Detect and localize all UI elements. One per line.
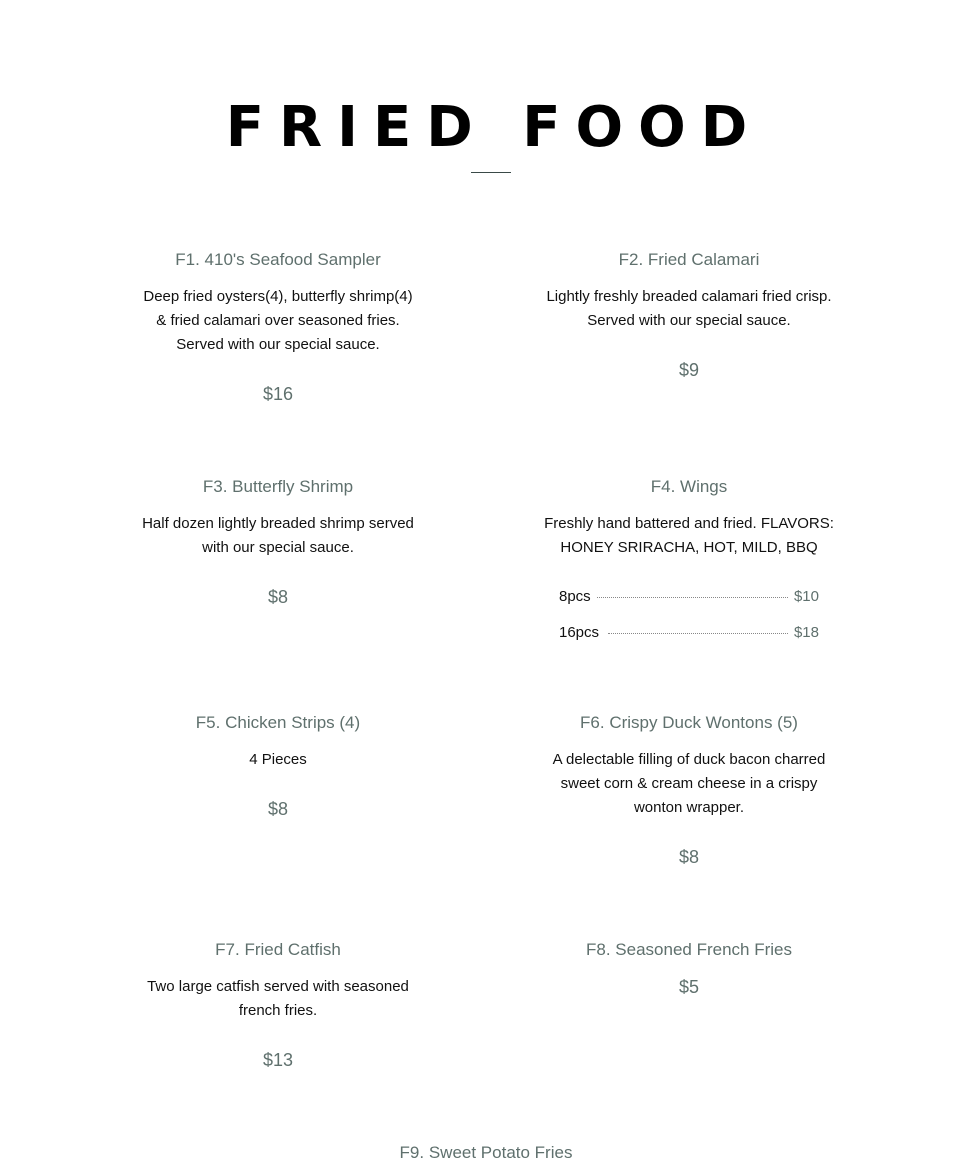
- item-name: F3. Butterfly Shrimp: [202, 477, 354, 496]
- item-price: $9: [678, 360, 700, 380]
- item-description: 4 Pieces: [249, 751, 307, 768]
- item-name: F8. Seasoned French Fries: [586, 940, 792, 959]
- item-description: Half dozen lightly breaded shrimp served with our special sauce.: [142, 515, 414, 556]
- menu-item-f7: [128, 939, 428, 1071]
- item-name: F9. Sweet Potato Fries: [399, 1143, 573, 1162]
- item-name: F5. Chicken Strips (4): [195, 713, 361, 732]
- item-name: F4. Wings: [650, 477, 728, 496]
- item-name: F6. Crispy Duck Wontons (5): [580, 713, 798, 732]
- title-divider: [471, 172, 511, 173]
- menu-item-f4: [539, 476, 839, 658]
- variant-label: 8pcs: [559, 588, 591, 605]
- item-description: Two large catfish served with seasoned french fries.: [147, 978, 409, 1019]
- item-description: Lightly freshly breaded calamari fried crisp. Served with our special sauce.: [546, 288, 832, 329]
- item-name: F1. 410's Seafood Sampler: [175, 250, 381, 269]
- dotted-leader: [608, 633, 788, 634]
- menu-item-f8: [539, 939, 839, 998]
- menu-item-f5: [128, 712, 428, 820]
- item-price: $13: [262, 1050, 294, 1070]
- item-price: $16: [262, 384, 294, 404]
- variant-price: $10: [793, 588, 819, 605]
- variant-label: 16pcs: [559, 624, 600, 641]
- item-name: F2. Fried Calamari: [618, 250, 760, 269]
- menu-item-f1: [128, 249, 428, 405]
- variant-price: $18: [793, 624, 819, 641]
- price-variant-row: [559, 622, 819, 644]
- price-variant-row: [559, 586, 819, 608]
- item-price: $8: [267, 587, 289, 607]
- menu-item-f2: [539, 249, 839, 381]
- item-description: Deep fried oysters(4), butterfly shrimp(4) & fried calamari over seasoned fries. Served with our special sauce.: [143, 288, 413, 353]
- item-price: $8: [678, 847, 700, 867]
- dotted-leader: [597, 597, 788, 598]
- menu-item-f6: [539, 712, 839, 868]
- item-name: F7. Fried Catfish: [215, 940, 341, 959]
- menu-item-f9: [336, 1142, 636, 1164]
- item-price: $8: [267, 799, 289, 819]
- item-price: $5: [678, 977, 700, 997]
- price-variants: [559, 586, 819, 644]
- page-title: FRIED FOOD: [225, 94, 763, 160]
- menu-item-f3: [128, 476, 428, 608]
- item-description: A delectable filling of duck bacon charred sweet corn & cream cheese in a crispy wonton wrapper.: [552, 751, 826, 816]
- item-description: Freshly hand battered and fried. FLAVORS: HONEY SRIRACHA, HOT, MILD, BBQ: [544, 515, 834, 556]
